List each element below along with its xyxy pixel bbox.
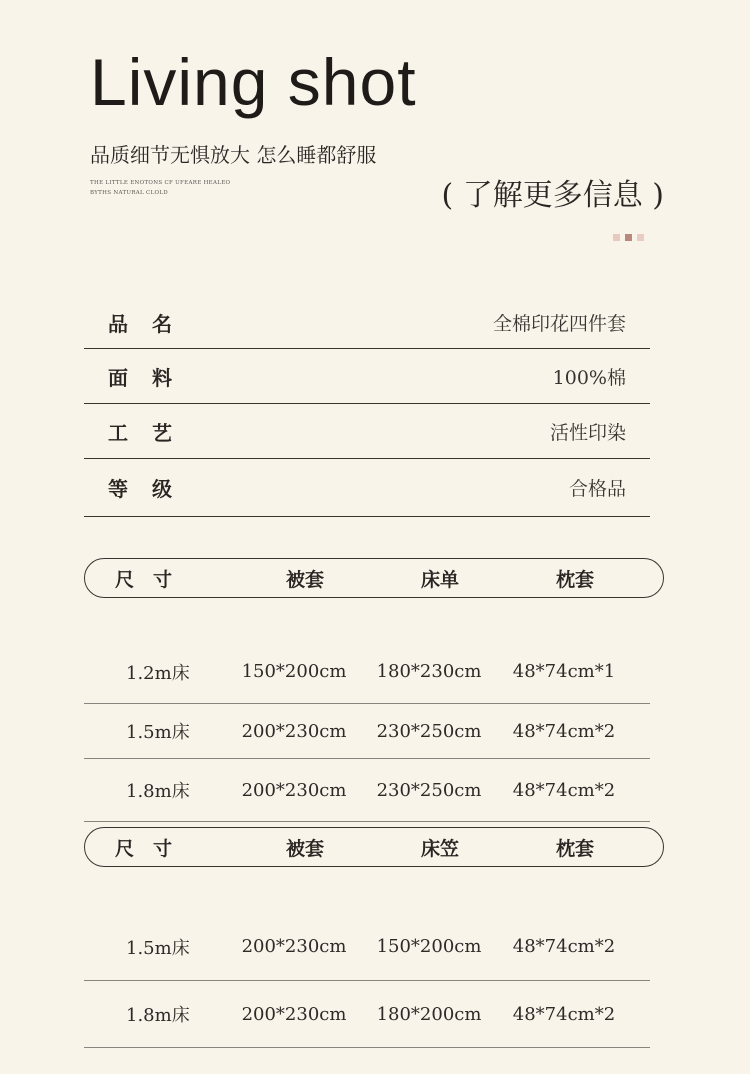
info-row-grade xyxy=(84,459,650,517)
info-label: 工 艺 xyxy=(108,420,174,445)
cell-pillow: 48*74cm*2 xyxy=(512,720,616,742)
header-size: 尺 寸 xyxy=(115,837,173,860)
info-row-craft xyxy=(84,404,650,459)
cell-pillow: 48*74cm*1 xyxy=(512,661,616,682)
cell-pillow: 48*74cm*2 xyxy=(512,1003,616,1025)
header-fitted-sheet: 床笠 xyxy=(420,837,459,860)
size-table-header xyxy=(84,827,664,867)
cell-duvet: 150*200cm xyxy=(241,661,347,682)
dot-2 xyxy=(625,234,632,241)
dot-1 xyxy=(613,234,620,241)
header-pillow: 枕套 xyxy=(555,837,594,860)
product-info-list xyxy=(84,296,650,517)
cell-pillow: 48*74cm*2 xyxy=(512,779,616,801)
cell-bed-size: 1.8m床 xyxy=(126,1005,190,1026)
decorative-caption xyxy=(90,178,230,198)
cell-duvet: 200*230cm xyxy=(241,779,347,801)
header-duvet: 被套 xyxy=(285,837,324,860)
header-size: 尺 寸 xyxy=(115,568,173,591)
page-title: Living shot xyxy=(90,45,417,119)
info-row-fabric xyxy=(84,349,650,404)
cell-pillow: 48*74cm*2 xyxy=(512,936,616,957)
info-value: 活性印染 xyxy=(549,421,626,444)
page-subtitle: 品质细节无惧放大 怎么睡都舒服 xyxy=(90,143,377,167)
cell-bed-size: 1.5m床 xyxy=(126,722,190,743)
cell-sheet: 230*250cm xyxy=(376,779,482,801)
table-row xyxy=(84,640,650,704)
more-info-link[interactable]: ( 了解更多信息 ) xyxy=(441,178,664,213)
cell-duvet: 200*230cm xyxy=(241,720,347,742)
info-row-name xyxy=(84,296,650,349)
caption-line-1: THE LITTLE ENOTONS CF UFEARE HEALEO xyxy=(90,180,231,186)
header-sheet: 床单 xyxy=(420,568,459,591)
header-pillow: 枕套 xyxy=(555,568,594,591)
size-table-1 xyxy=(84,558,664,822)
info-value: 全棉印花四件套 xyxy=(492,312,626,335)
info-label: 面 料 xyxy=(108,365,174,390)
size-table-2 xyxy=(84,827,664,1048)
table-row xyxy=(84,913,650,981)
cell-fitted-sheet: 180*200cm xyxy=(376,1003,482,1025)
cell-bed-size: 1.2m床 xyxy=(126,662,190,684)
header-duvet: 被套 xyxy=(285,568,324,591)
table-row xyxy=(84,704,650,759)
cell-duvet: 200*230cm xyxy=(241,936,347,957)
info-label: 品 名 xyxy=(108,311,174,336)
table-row xyxy=(84,759,650,822)
cell-duvet: 200*230cm xyxy=(241,1003,347,1025)
cell-bed-size: 1.8m床 xyxy=(126,781,190,802)
info-value: 100%棉 xyxy=(552,366,626,389)
cell-sheet: 230*250cm xyxy=(376,720,482,742)
cell-bed-size: 1.5m床 xyxy=(126,937,190,959)
info-label: 等 级 xyxy=(108,477,174,501)
dot-3 xyxy=(637,234,644,241)
caption-line-2: BYTHS NATURAL CLOLD xyxy=(90,190,168,196)
table-row xyxy=(84,981,650,1048)
cell-fitted-sheet: 150*200cm xyxy=(376,936,482,957)
size-table-header xyxy=(84,558,664,598)
cell-sheet: 180*230cm xyxy=(376,661,482,682)
decorative-dots xyxy=(613,234,644,241)
info-value: 合格品 xyxy=(568,478,626,500)
